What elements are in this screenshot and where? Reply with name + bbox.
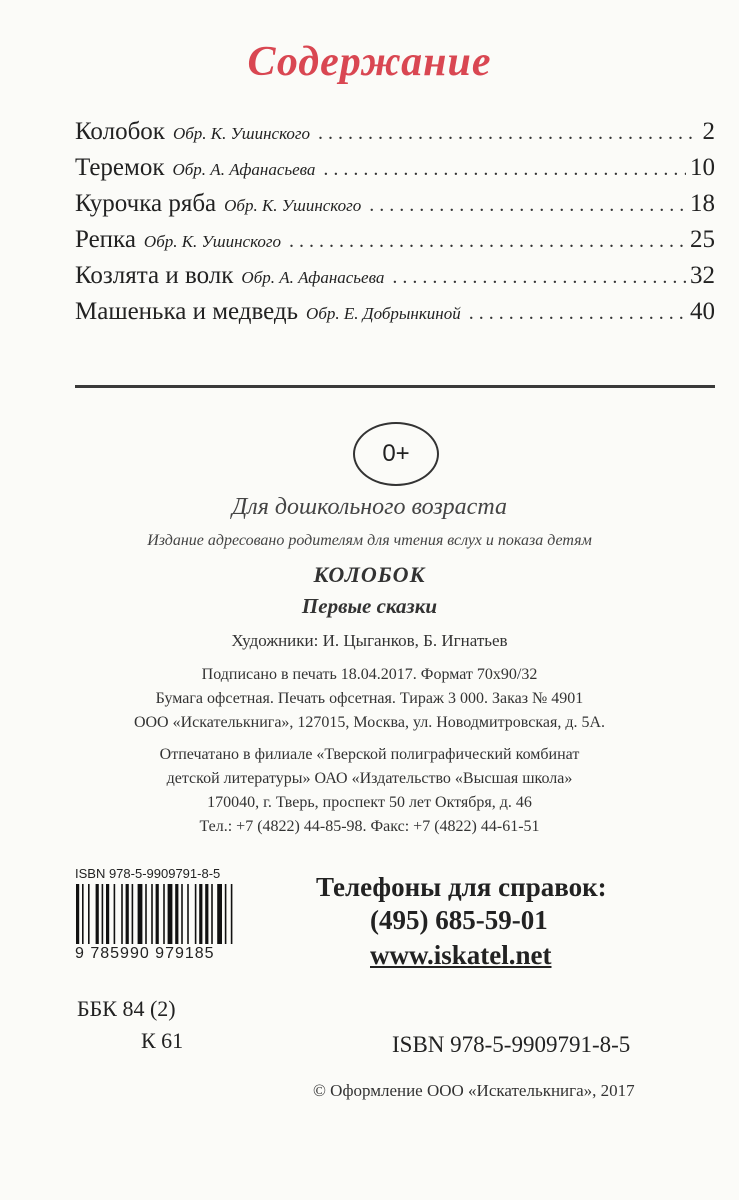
author-mark: К 61 bbox=[141, 1028, 184, 1053]
copyright: © Оформление ООО «Искателькнига», 2017 bbox=[313, 1081, 635, 1100]
toc-entry-page: 10 bbox=[690, 154, 715, 181]
book-subtitle: Первые сказки bbox=[301, 594, 438, 618]
age-rating-badge: 0+ bbox=[353, 422, 439, 486]
barcode-isbn-label: ISBN 978-5-9909791-8-5 bbox=[75, 866, 221, 881]
contents-heading: Содержание bbox=[247, 39, 492, 85]
imprint-line: Подписано в печать 18.04.2017. Формат 70x90/32 bbox=[201, 666, 538, 683]
contact-phone: (495) 685-59-01 bbox=[370, 905, 548, 935]
toc-entry-page: 2 bbox=[702, 118, 715, 145]
book-title: КОЛОБОК bbox=[313, 562, 426, 587]
toc-leader-dots bbox=[392, 266, 686, 289]
toc-entry-title: Теремок bbox=[75, 154, 165, 181]
imprint-line: Бумага офсетная. Печать офсетная. Тираж 3 000. Заказ № 4901 bbox=[155, 690, 584, 707]
toc-leader-dots bbox=[318, 122, 698, 145]
printer-line: детской литературы» ОАО «Издательство «Высшая школа» bbox=[166, 770, 573, 787]
toc-entry-author: Обр. К. Ушинского bbox=[224, 196, 362, 215]
toc-leader-dots bbox=[323, 158, 686, 181]
contact-website-link[interactable]: www.iskatel.net bbox=[370, 940, 552, 970]
printer-line: Отпечатано в филиале «Тверской полиграфический комбинат bbox=[159, 746, 580, 763]
toc-entry-author: Обр. А. Афанасьева bbox=[241, 268, 385, 287]
printer-line: 170040, г. Тверь, проспект 50 лет Октября, д. 46 bbox=[207, 794, 532, 811]
toc-entry bbox=[75, 226, 715, 262]
barcode-digits: 9 785990 979185 bbox=[75, 945, 215, 962]
toc-leader-dots bbox=[289, 230, 686, 253]
age-note: Для дошкольного возраста bbox=[232, 494, 507, 520]
toc-entry-title: Козлята и волк bbox=[75, 262, 234, 289]
printer-line: Тел.: +7 (4822) 44-85-98. Факс: +7 (4822) 44-61-51 bbox=[199, 818, 540, 835]
toc-entry-author: Обр. Е. Добрынкиной bbox=[306, 304, 461, 323]
table-of-contents bbox=[75, 118, 715, 334]
audience-note: Издание адресовано родителям для чтения вслух и показа детям bbox=[147, 532, 592, 549]
toc-entry-page: 40 bbox=[690, 298, 715, 325]
toc-entry bbox=[75, 190, 715, 226]
contacts-heading: Телефоны для справок: bbox=[316, 872, 607, 902]
toc-entry-title: Колобок bbox=[75, 118, 165, 145]
toc-entry bbox=[75, 118, 715, 154]
bbk-code: ББК 84 (2) bbox=[77, 996, 176, 1021]
toc-leader-dots bbox=[369, 194, 686, 217]
toc-entry-author: Обр. А. Афанасьева bbox=[172, 160, 316, 179]
toc-entry-title: Репка bbox=[75, 226, 136, 253]
toc-entry-page: 18 bbox=[690, 190, 715, 217]
isbn: ISBN 978-5-9909791-8-5 bbox=[392, 1032, 631, 1057]
toc-leader-dots bbox=[469, 302, 686, 325]
toc-entry bbox=[75, 154, 715, 190]
toc-entry-author: Обр. К. Ушинского bbox=[143, 232, 282, 251]
toc-entry bbox=[75, 262, 715, 298]
toc-entry-author: Обр. К. Ушинского bbox=[172, 124, 311, 143]
toc-entry bbox=[75, 298, 715, 334]
imprint-line: ООО «Искателькнига», 127015, Москва, ул. Новодмитровская, д. 5А. bbox=[133, 714, 606, 731]
barcode-icon bbox=[76, 884, 248, 944]
toc-entry-page: 25 bbox=[690, 226, 715, 253]
section-divider bbox=[75, 385, 715, 388]
toc-entry-title: Машенька и медведь bbox=[75, 298, 299, 325]
toc-entry-page: 32 bbox=[690, 262, 715, 289]
artists-credit: Художники: И. Цыганков, Б. Игнатьев bbox=[231, 631, 508, 650]
toc-entry-title: Курочка ряба bbox=[75, 190, 217, 217]
